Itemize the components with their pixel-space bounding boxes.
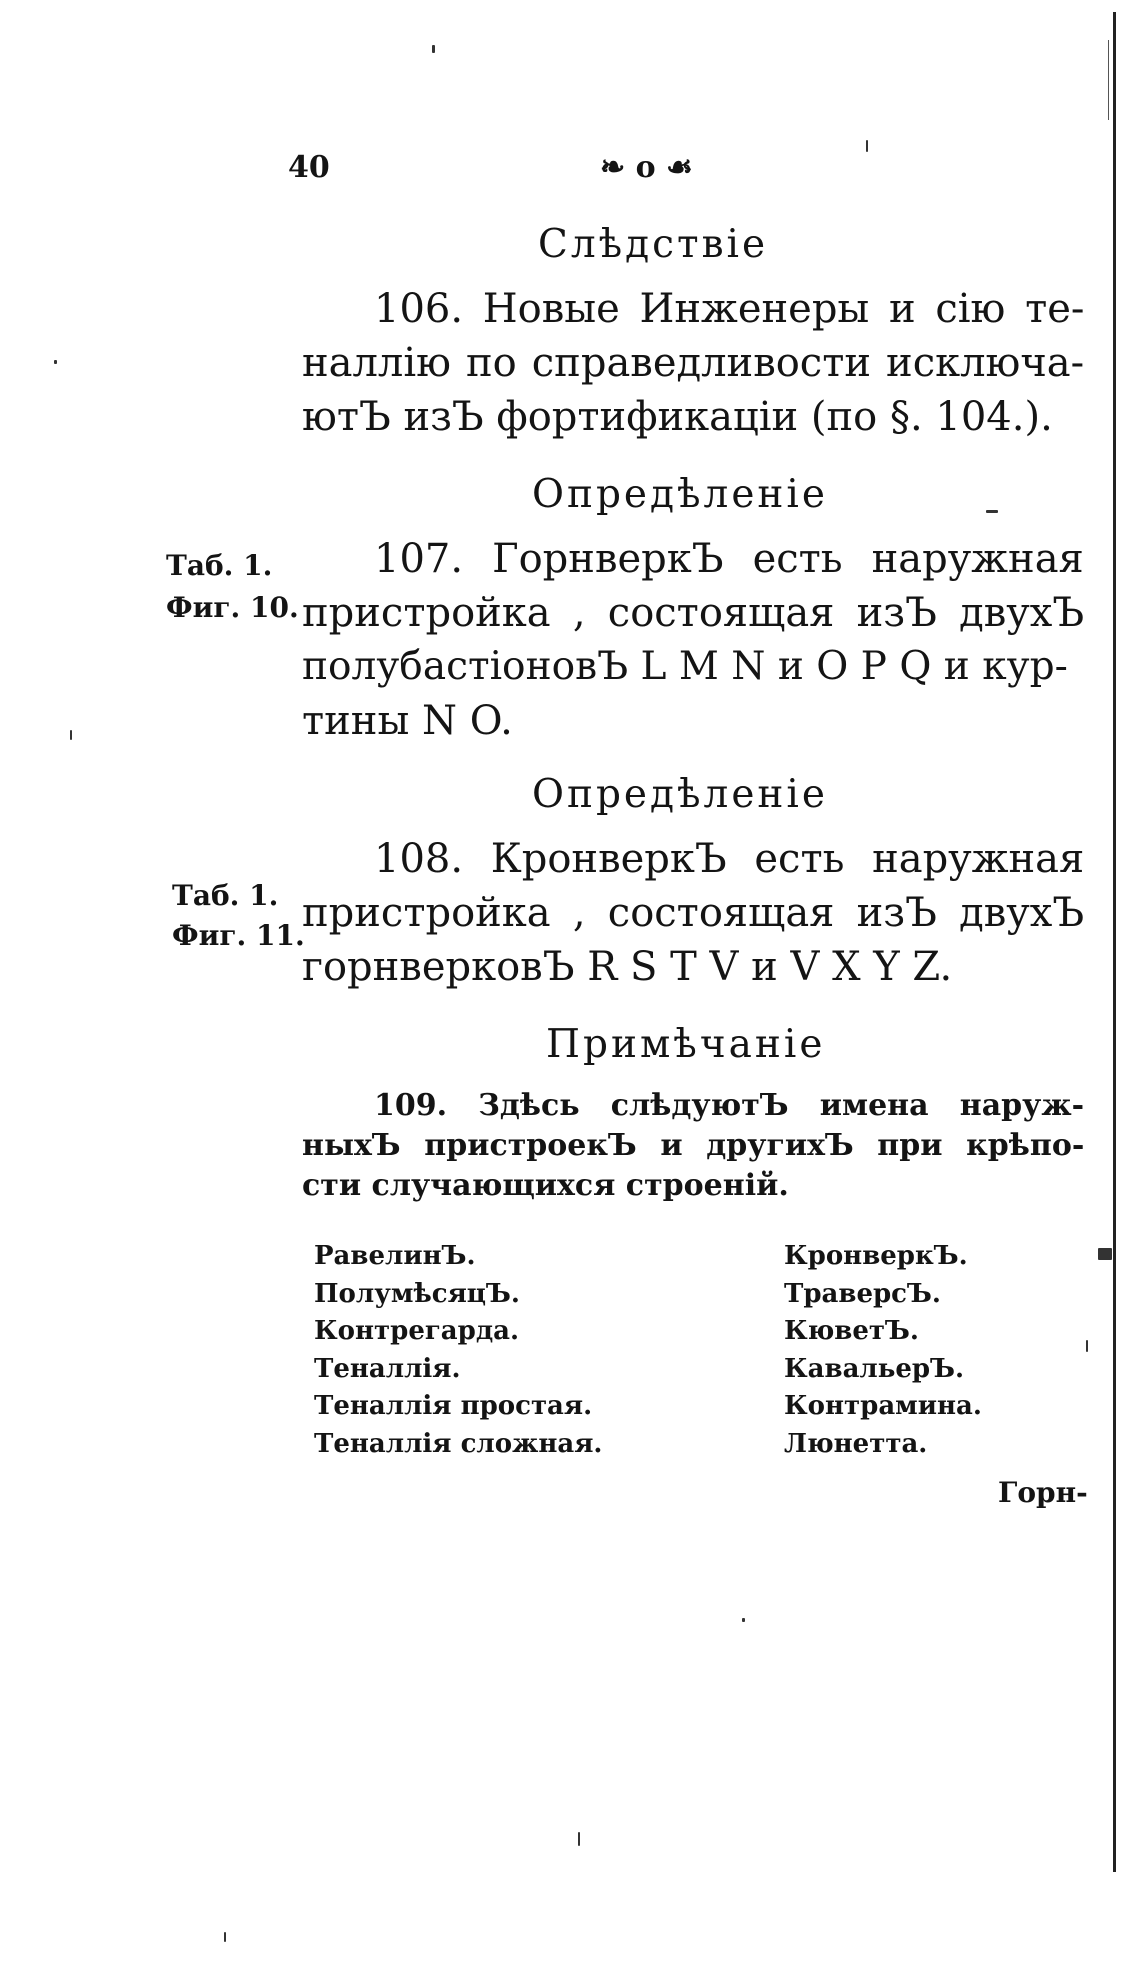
page-edge-mark [1108, 40, 1109, 120]
paragraph-line: ютЪ изЪ фортификаціи (по §. 104.). [302, 394, 1053, 440]
heading-definition: Опредѣленіе [532, 472, 828, 517]
page-number: 40 [288, 150, 330, 185]
speck [224, 1932, 226, 1942]
paragraph-107 [302, 532, 1084, 748]
speck [432, 45, 435, 53]
speck [54, 360, 57, 364]
terms-list-left [314, 1238, 602, 1463]
paragraph-line: горнверковЪ R S T V и V X Y Z. [302, 944, 953, 990]
term-item: Теналлія сложная. [314, 1428, 603, 1459]
speck [1098, 1248, 1112, 1260]
margin-note-table: Таб. 1. [172, 879, 279, 912]
term-item: Теналлія простая. [314, 1391, 593, 1421]
term-item: Люнетта. [784, 1428, 928, 1459]
paragraph-line: ныхЪ пристроекЪ и другихЪ при крѣпо- [302, 1128, 1085, 1163]
margin-note-figure: Фиг. 11. [172, 919, 305, 952]
speck [70, 730, 72, 740]
paragraph-line: тины N O. [302, 698, 513, 744]
term-item: КюветЪ. [784, 1316, 919, 1346]
heading-corollary: Слѣдствіе [538, 222, 769, 267]
paragraph-106 [302, 282, 1084, 444]
paragraph-line: 109. Здѣсь слѣдуютЪ имена наруж- [374, 1088, 1085, 1123]
paragraph-line: пристройка , состоящая изЪ двухЪ [302, 890, 1085, 936]
term-item: Контрамина. [784, 1391, 982, 1421]
margin-note-table: Таб. 1. [166, 549, 273, 582]
speck [866, 140, 868, 152]
speck [986, 510, 998, 513]
term-item: РавелинЪ. [314, 1241, 476, 1271]
catchword: Горн- [998, 1476, 1088, 1509]
speck [742, 1618, 745, 1622]
header-ornament: ❧ o ☙ [600, 150, 693, 185]
paragraph-line: 108. КронверкЪ есть наружная [374, 836, 1085, 882]
heading-remark: Примѣчаніе [546, 1022, 826, 1067]
paragraph-109 [302, 1086, 1084, 1206]
paragraph-line: сти случающихся строеній. [302, 1168, 789, 1203]
term-item: Теналлія. [314, 1353, 461, 1384]
term-item: Контрегарда. [314, 1316, 520, 1346]
paragraph-line: пристройка , состоящая изЪ двухЪ [302, 590, 1085, 636]
paragraph-108 [302, 832, 1084, 994]
speck [1086, 1340, 1088, 1352]
speck [578, 1832, 580, 1846]
margin-note-figure: Фиг. 10. [166, 591, 299, 624]
heading-definition: Опредѣленіе [532, 772, 828, 817]
term-item: ПолумѣсяцЪ. [314, 1278, 520, 1309]
term-item: КавальерЪ. [784, 1353, 965, 1384]
term-item: КронверкЪ. [784, 1241, 968, 1271]
term-item: ТраверсЪ. [784, 1278, 941, 1309]
page-edge-line [1113, 12, 1116, 1872]
paragraph-line: наллію по справедливости исключа- [302, 340, 1085, 386]
paragraph-line: 106. Новые Инженеры и сію те- [374, 286, 1085, 332]
paragraph-line: 107. ГорнверкЪ есть наружная [374, 536, 1084, 582]
terms-list-right [784, 1238, 982, 1463]
paragraph-line: полубастіоновЪ L M N и O P Q и кур- [302, 644, 1068, 689]
